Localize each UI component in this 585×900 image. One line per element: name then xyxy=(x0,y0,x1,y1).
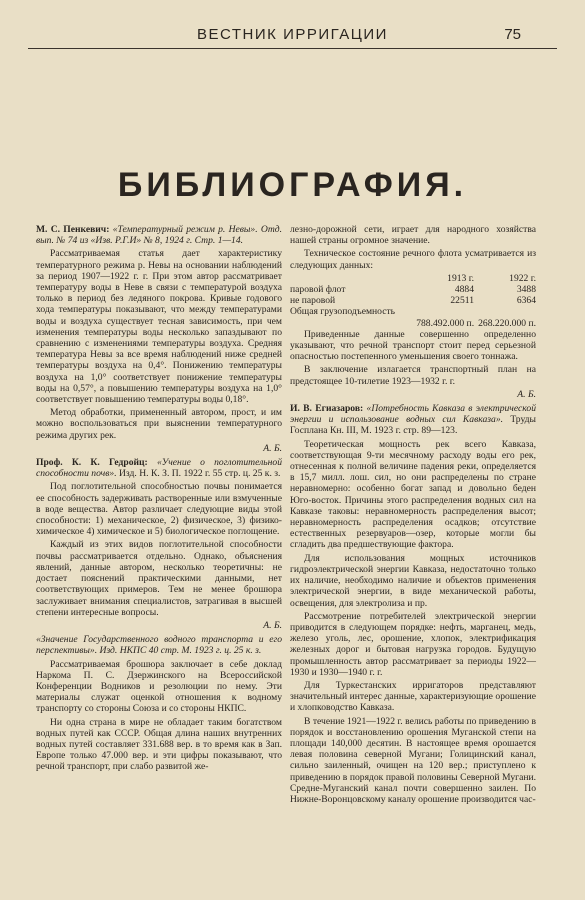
journal-title: ВЕСТНИК ИРРИГАЦИИ xyxy=(197,26,388,43)
fleet-table xyxy=(290,273,536,329)
review3-title: «Значение Государственного водного транспорта и его перспективы». xyxy=(36,634,282,657)
review1-title: «Температурный режим р. Невы». xyxy=(112,224,258,235)
left-column xyxy=(36,224,282,775)
fleet-paragraph: Приведенные данные совершенно определенно указывают, что речной транспорт стоит перед серьезной опасностью постепенного уменьшения своего тоннажа. xyxy=(290,328,536,363)
fleet-cell: 6364 xyxy=(516,295,536,307)
fleet-row xyxy=(290,318,536,329)
review1-author: М. С. Пенкевич: xyxy=(36,224,110,235)
review2-paragraph: Под поглотительной способностью почвы понимается ее способность задерживать растворенные или взмученные в воде вещества. Автор различает следующие виды этой способности: 1) механическое, 2) физическое, 3) физико-химическое 4) химическое и 5) биологическое поглощение. xyxy=(36,481,282,538)
review4-paragraph: Теоретическая мощность рек всего Кавказа, соответствующая 9-ти месячному расходу воды его рек, отнесенная к полной величине падения реки, определяется в 15,7 милл. лош. сил, но они распределены по стране неравномерно: особенно богат запад и довольно беден Юго-восток. Причины этого распределения водных сил на Кавказе таковы: неравномерность распределения высот; неравномерность распределения осадков; отсутствие естественных резервуаров—озер, которые могли бы сгладить два предшествующие фактора. xyxy=(290,438,536,551)
fleet-label xyxy=(290,273,412,284)
review3-continuation: лезно-дорожной сети, играет для народного хозяйства нашей страны огромное значение. xyxy=(290,224,536,247)
fleet-cell xyxy=(412,306,474,317)
fleet-intro: Техническое состояние речного флота усматривается из следующих данных: xyxy=(290,248,536,271)
review4-title: «Потребность Кавказа в электрической энергии и использование водных сил Кавказа». xyxy=(290,403,536,426)
review3-signature: А. Б. xyxy=(517,388,536,400)
review2-heading xyxy=(36,457,282,479)
header-rule xyxy=(28,48,557,49)
review4-paragraph: Для Туркестанских ирригаторов представляют значительный интерес данные, характеризующие орошение и хлопководство Кавказа. xyxy=(290,679,536,714)
fleet-label xyxy=(290,318,416,329)
review1-paragraph: Метод обработки, примененный автором, прост, и им можно воспользоваться при выяснении температурного режима других рек. xyxy=(36,407,282,441)
fleet-row xyxy=(290,273,536,284)
review3-paragraph: Рассматриваемая брошюра заключает в себе доклад Наркома П. С. Дзержинского на Всероссийской Конференции Водников и резолюции по нему. Эти материалы служат оценкой отношения к водному транспорту со стороны Союза и со стороны НКПС. xyxy=(36,658,282,715)
fleet-cell: 1913 г. xyxy=(447,272,474,284)
review3-heading xyxy=(36,634,282,656)
review2-source: Изд. Н. К. З. П. 1922 г. 55 стр. ц. 25 к. з. xyxy=(119,468,281,480)
review1-heading xyxy=(36,224,282,246)
review3-source: Изд. НКПС 40 стр. М. 1923 г. ц. 25 к. з. xyxy=(99,645,262,657)
review1-source: Отд. вып. № 74 из «Изв. Р.Г.И» № 8, 1924 г. Стр. 1—14. xyxy=(36,224,282,247)
review4-author: И. В. Егиазаров: xyxy=(290,403,364,415)
page-number: 75 xyxy=(504,26,521,43)
review4-paragraph: В течение 1921—1922 г. велись работы по приведению в порядок и восстановлению орошения Муганской степи на площади 140,000 десятин. В настоящее время орошается левая половина северной Мугани; Голицинский канал, сильно заиленный, очищен на 120 вер.; приступлено к приведению в порядок правой половины Северной Мугани. Средне-Муганский канал почти совершенно заилен. По Нижне-Воронцовскому каналу орошение производится час- xyxy=(290,715,536,805)
review2-title: «Учение о поглотительной способности почв». xyxy=(36,457,282,480)
fleet-cell: 4884 xyxy=(454,284,474,296)
section-title: БИБЛИОГРАФИЯ. xyxy=(117,166,468,204)
right-column xyxy=(290,224,536,807)
review2-signature: А. Б. xyxy=(263,619,282,631)
fleet-label: не паровой xyxy=(290,295,336,307)
fleet-cell: 788.492.000 п. xyxy=(416,317,475,329)
review2-paragraph: Каждый из этих видов поглотительной способности почвы рассматривается отдельно. Однако, объяснения явлений, данные автором, несколько теоретичны: не достает пояснений практическими данными, нет соответствующих примеров. Тем не менее брошюра заслуживает внимания специалистов, затрагивая в высшей степени интересные вопросы. xyxy=(36,539,282,618)
review4-source: Труды Госплана Кн. III, М. 1923 г. стр. 89—123. xyxy=(290,414,536,437)
running-header xyxy=(28,26,557,48)
fleet-cell: 1922 г. xyxy=(509,272,536,284)
fleet-row xyxy=(290,295,536,306)
fleet-row xyxy=(290,306,536,317)
fleet-cell: 3488 xyxy=(516,284,536,296)
review3-paragraph: Ни одна страна в мире не обладает таким богатством водных путей как СССР. Общая длина наших внутренних водных путей составляет 331.688 вер. в то время как в Зап. Европе только 47.000 вер. и эти цифры показывают, что речной транспорт, при слабо развитой же- xyxy=(36,716,282,773)
review2-author: Проф. К. К. Гедройц: xyxy=(36,457,148,469)
fleet-label: паровой флот xyxy=(290,284,346,296)
review1-paragraph: Рассматриваемая статья дает характеристику температурного режима р. Невы на основании наблюдений за период 1907—1922 г. г. При этом автор рассматривает температуру воды в Неве в связи с температурой воздуха только в период без ледяного покрова. Кривые годового хода температуры показывают, что между температурами воды и воздуха существует тесная зависимость, при чем изменения температуры воды несколько запаздывают по сравнению с изменениями температуры воздуха. Средняя температура Невы за все время наблюдений ниже средней температуры воздуха на 0,4°. Понижению температуры воздуха на 1,0° соответствует понижение температуры воды на 0,57°, а повышению температуры воздуха на 1,0° соответствует повышению температуры воды 0,18°. xyxy=(36,248,282,406)
fleet-label: Общая грузоподъемность xyxy=(290,306,396,318)
fleet-cell: 22511 xyxy=(450,295,474,307)
fleet-cell xyxy=(474,306,536,317)
fleet-row xyxy=(290,284,536,295)
review1-signature: А. Б. xyxy=(263,442,282,454)
review4-paragraph: Рассмотрение потребителей электрической энергии приводится в следующем порядке: нефть, марганец, медь, железо уголь, лес, орошение, хлопок, электрификация железных дорог и бытовая нагрузка городов. Будущую промышленность автор рассматривает за периоды 1922—1930 и 1930—1940 г. г. xyxy=(290,610,536,678)
review4-paragraph: Для использования мощных источников гидроэлектрической энергии Кавказа, недостаточно только их наличие, необходимо наличие и объектов применения электрической энергии, в виде механической работы, освещения, для электролиза и пр. xyxy=(290,552,536,609)
fleet-cell: 268.220.000 п. xyxy=(478,317,536,329)
fleet-paragraph: В заключение излагается транспортный план на предстоящее 10-тилетие 1923—1932 г. г. xyxy=(290,364,536,387)
review4-heading xyxy=(290,403,536,437)
